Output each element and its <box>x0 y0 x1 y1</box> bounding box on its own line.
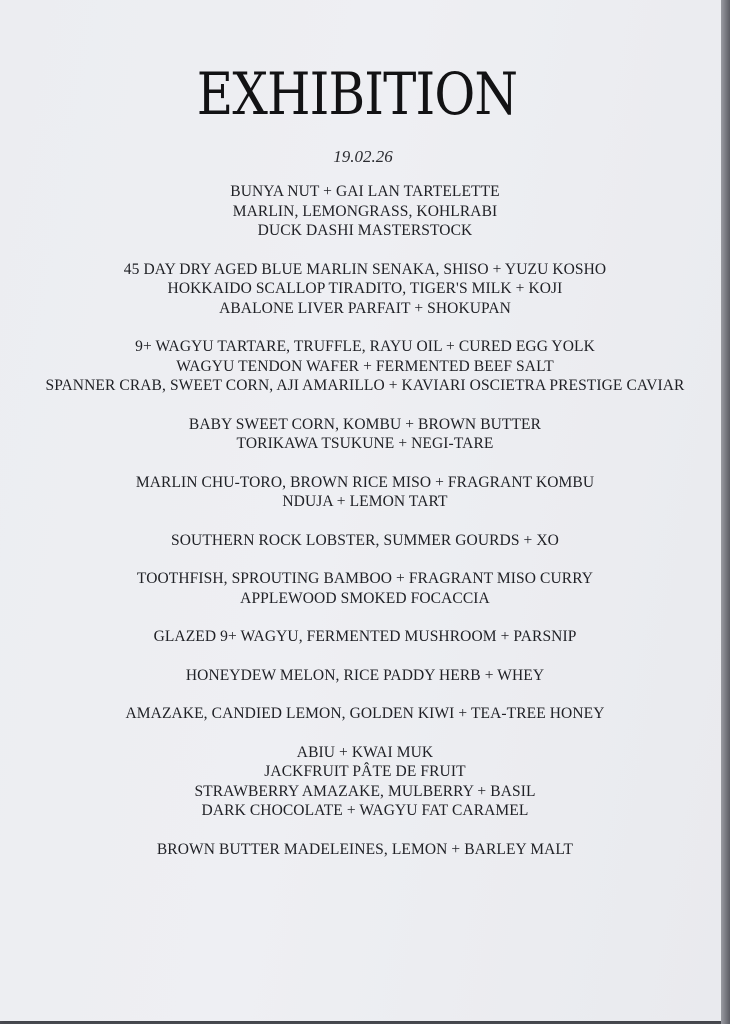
dish-line: TOOTHFISH, SPROUTING BAMBOO + FRAGRANT MISO CURRY <box>136 570 594 587</box>
dish-line: TORIKAWA TSUKUNE + NEGI-TARE <box>236 435 494 452</box>
dish-line: MARLIN, LEMONGRASS, KOHLRABI <box>232 202 498 220</box>
course-list <box>40 182 690 878</box>
dish-line: 9+ WAGYU TARTARE, TRUFFLE, RAYU OIL + CURED EGG YOLK <box>135 338 595 355</box>
dish-line: JACKFRUIT PÂTE DE FRUIT <box>264 763 466 780</box>
dish-line: MARLIN CHU-TORO, BROWN RICE MISO + FRAGRANT KOMBU <box>135 473 595 491</box>
course-group <box>40 743 690 821</box>
dish-line: WAGYU TENDON WAFER + FERMENTED BEEF SALT <box>176 357 554 375</box>
course-group <box>40 182 690 241</box>
dish-line: DARK CHOCOLATE + WAGYU FAT CARAMEL <box>201 802 529 819</box>
dish-line: NDUJA + LEMON TART <box>282 493 448 510</box>
dish-line: APPLEWOOD SMOKED FOCACCIA <box>240 589 490 607</box>
dish-line: BUNYA NUT + GAI LAN TARTELETTE <box>230 183 500 200</box>
menu-title: EXHIBITION <box>196 60 518 128</box>
dish-line: AMAZAKE, CANDIED LEMON, GOLDEN KIWI + TEA-TREE HONEY <box>125 705 605 722</box>
dish-line: ABALONE LIVER PARFAIT + SHOKUPAN <box>219 299 511 317</box>
course-group <box>40 473 690 512</box>
course-group <box>40 840 690 860</box>
dish-line: DUCK DASHI MASTERSTOCK <box>257 222 473 239</box>
dish-line: HOKKAIDO SCALLOP TIRADITO, TIGER'S MILK + KOJI <box>167 280 563 297</box>
course-group <box>40 704 690 724</box>
dish-line: 45 DAY DRY AGED BLUE MARLIN SENAKA, SHISO + YUZU KOSHO <box>123 260 607 278</box>
course-group <box>40 260 690 319</box>
dish-line: HONEYDEW MELON, RICE PADDY HERB + WHEY <box>185 666 545 684</box>
course-group <box>40 627 690 647</box>
menu-date: 19.02.26 <box>333 147 393 166</box>
course-group <box>40 569 690 608</box>
dish-line: ABIU + KWAI MUK <box>296 743 434 761</box>
dish-line: SPANNER CRAB, SWEET CORN, AJI AMARILLO + KAVIARI OSCIETRA PRESTIGE CAVIAR <box>45 377 685 394</box>
course-group <box>40 531 690 551</box>
course-group <box>40 415 690 454</box>
dish-line: STRAWBERRY AMAZAKE, MULBERRY + BASIL <box>194 782 536 800</box>
dish-line: BROWN BUTTER MADELEINES, LEMON + BARLEY MALT <box>156 840 574 858</box>
dish-line: SOUTHERN ROCK LOBSTER, SUMMER GOURDS + XO <box>171 531 559 549</box>
page-edge-shadow <box>721 0 730 1024</box>
dish-line: GLAZED 9+ WAGYU, FERMENTED MUSHROOM + PARSNIP <box>153 628 577 645</box>
dish-line: BABY SWEET CORN, KOMBU + BROWN BUTTER <box>188 415 542 433</box>
course-group <box>40 666 690 686</box>
course-group <box>40 337 690 396</box>
